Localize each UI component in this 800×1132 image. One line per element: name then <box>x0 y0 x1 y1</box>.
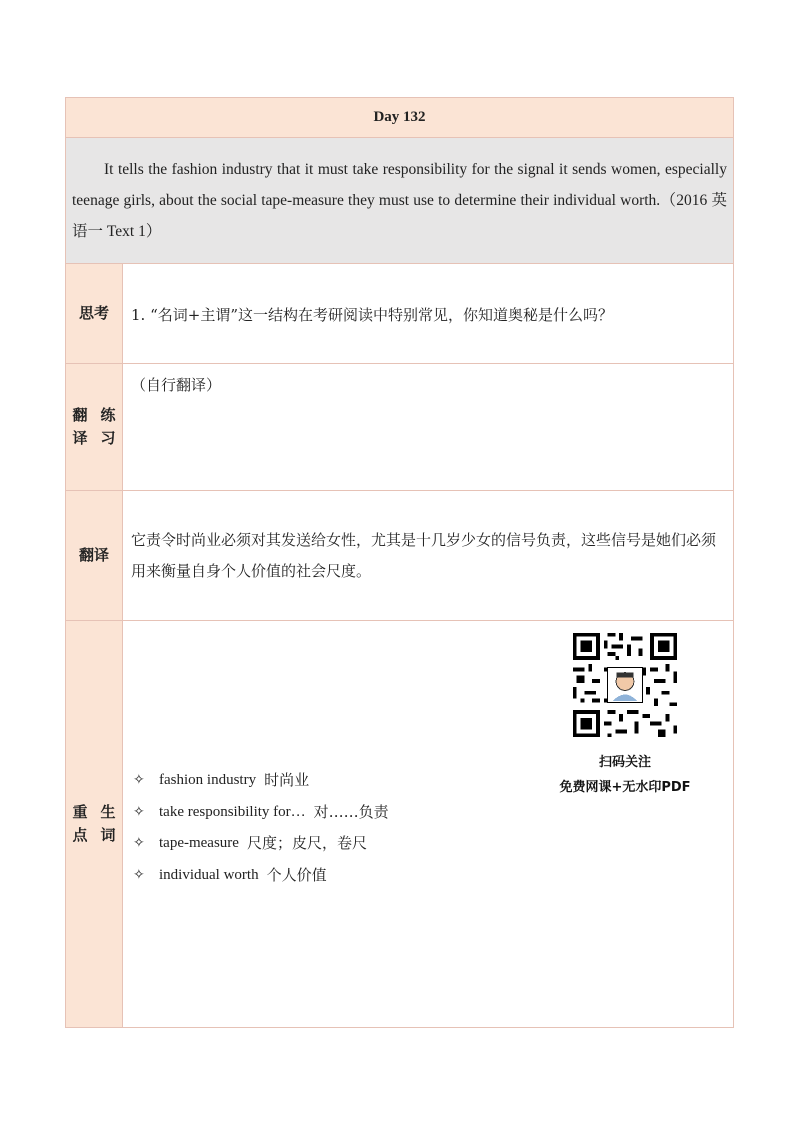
vocab-item <box>133 860 389 892</box>
vocab-meaning: 尺度；皮尺，卷尺 <box>246 834 367 852</box>
diamond-bullet-icon: ✧ <box>133 803 145 820</box>
think-row <box>66 264 733 364</box>
vocab-list <box>133 765 389 891</box>
practice-content <box>123 364 733 490</box>
qr-caption-scan: 扫码关注 <box>598 755 651 770</box>
translation-content <box>123 491 733 620</box>
vocab-label <box>66 621 123 1027</box>
diamond-bullet-icon: ✧ <box>133 772 145 788</box>
vocab-term: take responsibility for… <box>159 803 306 820</box>
vocab-item <box>133 828 389 860</box>
qr-caption-offer: 免费网课+无水印PDF <box>559 780 691 795</box>
vocab-meaning: 对……负责 <box>313 802 389 821</box>
day-title: Day 132 <box>66 98 733 138</box>
vocab-meaning: 时尚业 <box>264 771 310 789</box>
practice-label-line2: 练习 <box>100 406 116 447</box>
study-card <box>65 97 734 1028</box>
vocab-content <box>123 621 733 1027</box>
think-label: 思考 <box>66 264 123 363</box>
think-question: 1. “名词+主谓”这一结构在考研阅读中特别常见，你知道奥秘是什么吗？ <box>131 306 613 324</box>
english-sentence: It tells the fashion industry that it must take responsibility for the signal it sends women, especially teenage girls, about the social tape-measure they must use to determine their individual worth.（2016 英语一 Text 1） <box>66 138 733 264</box>
translation-row <box>66 491 733 621</box>
practice-label-line1: 翻译 <box>72 406 88 447</box>
vocab-term: fashion industry <box>159 772 257 788</box>
vocab-item <box>133 765 389 797</box>
vocab-label-line1: 重点 <box>72 803 88 844</box>
think-content <box>123 264 733 363</box>
vocab-row <box>66 621 733 1027</box>
vocab-meaning: 个人价值 <box>266 865 327 884</box>
translation-label: 翻译 <box>66 491 123 620</box>
vocab-item <box>133 797 389 829</box>
vocab-label-line2: 生词 <box>100 803 116 844</box>
practice-row <box>66 364 733 491</box>
qr-promo <box>535 629 715 795</box>
vocab-term: individual worth <box>159 866 259 883</box>
qr-code-icon[interactable] <box>569 629 681 741</box>
translation-text: 它责令时尚业必须对其发送给女性，尤其是十几岁少女的信号负责，这些信号是她们必须用来衡量自身个人价值的社会尺度。 <box>131 531 717 580</box>
diamond-bullet-icon: ✧ <box>133 866 145 883</box>
diamond-bullet-icon: ✧ <box>133 835 145 851</box>
practice-placeholder: （自行翻译） <box>131 376 222 394</box>
practice-label <box>66 364 123 490</box>
vocab-term: tape-measure <box>159 835 239 851</box>
